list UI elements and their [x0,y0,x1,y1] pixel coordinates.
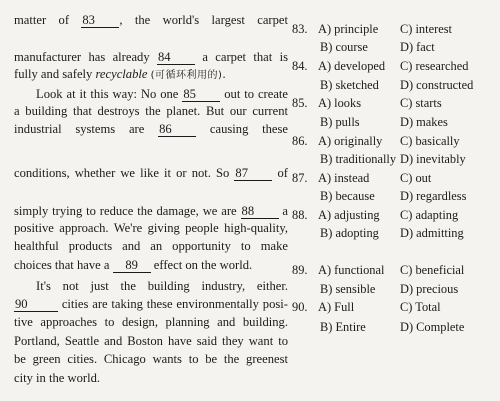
option-87-c[interactable]: C) out [400,171,432,185]
passage-line-1: matter of 83 , the world's largest carpet [14,13,288,27]
option-90-c[interactable]: C) Total [400,300,441,314]
passage-line-4: Look at it this way: No one 85 out to create [36,87,288,101]
option-90-a[interactable]: A) Full [318,300,355,314]
option-83-b[interactable]: B) course [320,40,368,54]
blank-89: 89 [113,259,151,273]
blank-90: 90 [14,298,58,312]
passage-line-17: city in the world. [14,371,101,385]
passage-line-9: positive approach. We're giving people high-quality, [14,221,288,235]
passage-line-3: fully and safely recyclable (可循环利用的). [14,67,226,81]
option-90-b[interactable]: B) Entire [320,320,366,334]
blank-86: 86 [158,123,196,137]
option-87-d[interactable]: D) regardless [400,189,467,203]
blank-83: 83 [81,14,119,28]
option-84-a[interactable]: A) developed [318,59,386,73]
option-86-d[interactable]: D) inevitably [400,152,466,166]
option-85-d[interactable]: D) makes [400,115,448,129]
option-88-b[interactable]: B) adopting [320,226,379,240]
blank-85: 85 [182,88,220,102]
blank-87: 87 [234,167,272,181]
option-85-b[interactable]: B) pulls [320,115,360,129]
option-86-c[interactable]: C) basically [400,134,460,148]
option-87-b[interactable]: B) because [320,189,375,203]
option-83-a[interactable]: A) principle [318,22,379,36]
passage-line-10: healthful products and an opportunity to make [14,239,288,253]
passage-line-13: 90 cities are taking these environmentally posi- [15,297,288,311]
option-89-b[interactable]: B) sensible [320,282,376,296]
passage-line-6: industrial systems are 86 causing these [14,122,288,136]
passage-line-2: manufacturer has already 84 a carpet that is [14,50,288,64]
option-86-b[interactable]: B) traditionally [320,152,397,166]
option-88-a[interactable]: A) adjusting [318,208,380,222]
option-89-a[interactable]: A) functional [318,263,385,277]
passage-line-11: choices that have a 89 effect on the world. [14,258,253,272]
option-84-b[interactable]: B) sketched [320,78,379,92]
passage-line-8: simply trying to reduce the damage, we are 88 a [14,204,289,218]
passage-line-15: Portland, Seattle and Boston have said they want to [14,334,288,348]
option-83-c[interactable]: C) interest [400,22,452,36]
option-88-d[interactable]: D) admitting [400,226,464,240]
option-85-c[interactable]: C) starts [400,96,442,110]
blank-88: 88 [241,205,279,219]
option-87-a[interactable]: A) instead [318,171,370,185]
option-86-a[interactable]: A) originally [318,134,383,148]
passage-line-16: be green cities. Chicago wants to be the greenest [14,352,288,366]
option-83-d[interactable]: D) fact [400,40,435,54]
passage-line-7: conditions, whether we like it or not. So 87 of [14,166,288,180]
passage-line-14: tive approaches to design, planning and building. [14,315,288,329]
passage-line-12: It's not just the building industry, either. [36,279,288,293]
blank-84: 84 [157,51,195,65]
option-85-a[interactable]: A) looks [318,96,362,110]
option-84-c[interactable]: C) researched [400,59,469,73]
option-90-d[interactable]: D) Complete [400,320,465,334]
option-88-c[interactable]: C) adapting [400,208,459,222]
exam-page: matter of 83 , the world's largest carpet manufacturer has already 84 a carpet that is fully and safely recyclable (可循环利用的). Look at it this way: No one 85 out to create a building that destroys the planet. But our current industrial systems are 86 causing these conditions, whether we like it or not. So 87 of simply trying to reduce the damage, we are 88 a positive approach. We're giving people high-quality, healthful products and an opportunity to make choices that have a 89 effect on the world. It's not just the building industry, either. 90 cities are taking these environmentally posi- tive approaches to design, planning and building. Portland, Seattle and Boston have said they want to be green cities. Chicago wants to be the greenest city in the world. 83. A) principle C) interest B) course D) fact 84. A) developed C) researched B) sketched D) constructed 85. A) looks C) starts B) pulls D) makes 86. A) originally C) basically B) traditionally D) inevitably 87. A) instead C) out B) because D) regardless 88. A) adjusting C) adapting B) adopting D) admitting 89. A) functional C) beneficial B) sensible D) precious 90. A) Full C) Total B) Entire D) Complete [14,13,474,385]
option-84-d[interactable]: D) constructed [400,78,474,92]
passage-line-5: a building that destroys the planet. But our current [14,104,288,118]
option-89-c[interactable]: C) beneficial [400,263,465,277]
option-89-d[interactable]: D) precious [400,282,459,296]
